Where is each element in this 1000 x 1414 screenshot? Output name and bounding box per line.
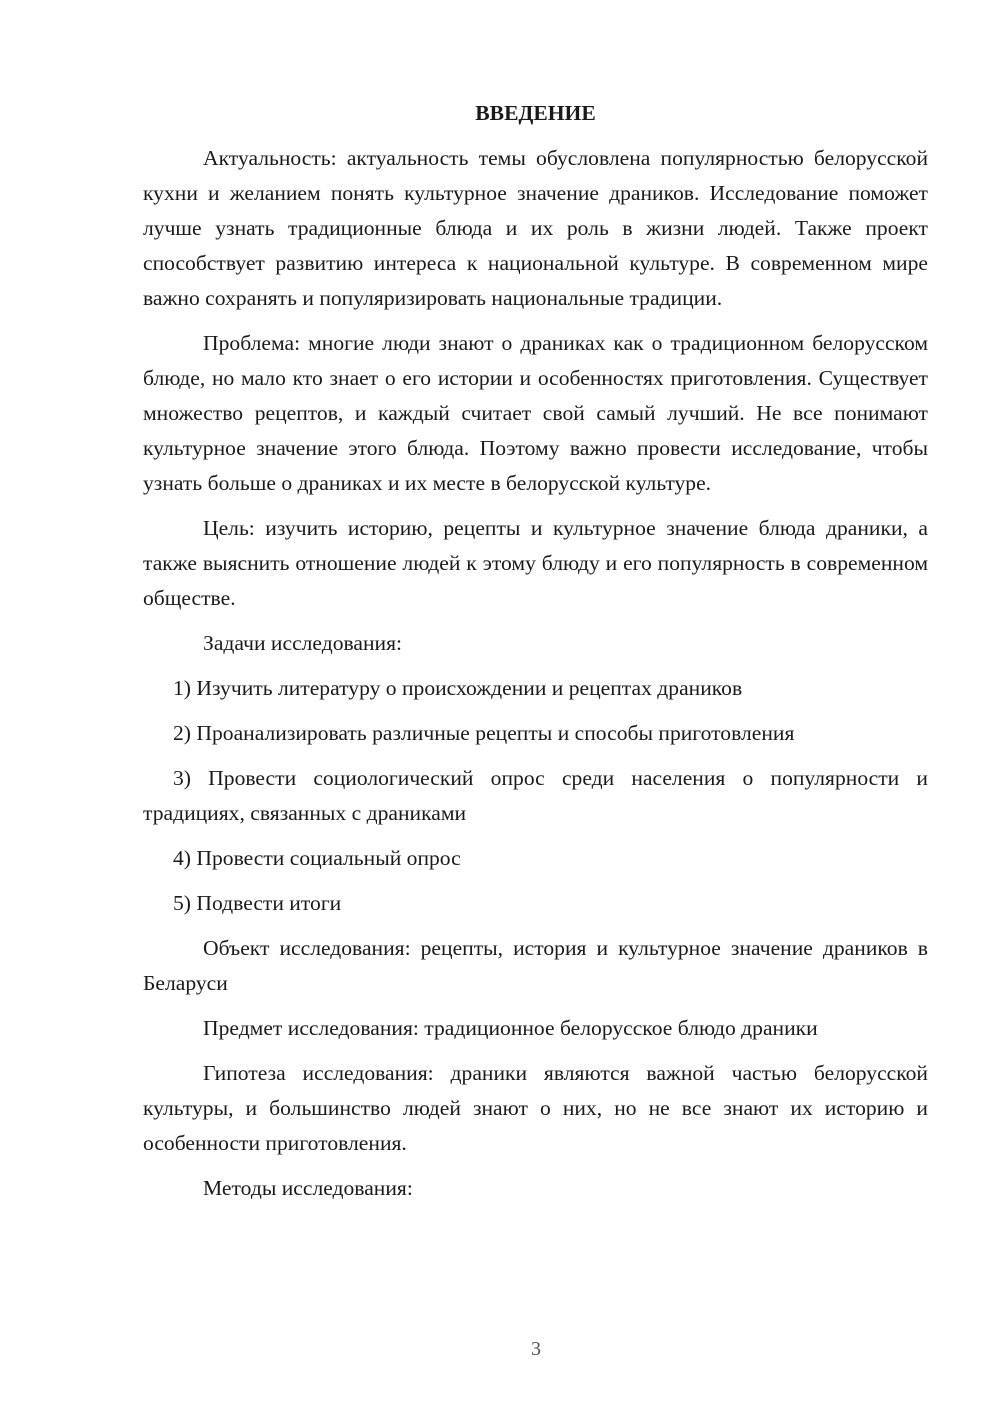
tasks-heading: Задачи исследования: [203, 631, 403, 655]
page-number: 3 [531, 1338, 541, 1360]
page-content [143, 96, 928, 1216]
task-item: 3) Провести социологический опрос среди населения о популярности и традициях, связанных с драниками [143, 766, 928, 825]
task-item: 4) Провести социальный опрос [173, 846, 461, 870]
methods-heading: Методы исследования: [203, 1176, 413, 1200]
section-title: ВВЕДЕНИЕ [475, 101, 596, 125]
task-item: 2) Проанализировать различные рецепты и способы приготовления [173, 721, 795, 745]
relevance-paragraph: Актуальность: актуальность темы обусловлена популярностью белорусской кухни и желанием понять культурное значение драников. Исследование поможет лучше узнать традиционные блюда и их роль в жизни людей. Также проект способствует развитию интереса к национальной культуре. В современном мире важно сохранять и популяризировать национальные традиции. [143, 146, 928, 310]
hypothesis-paragraph: Гипотеза исследования: драники являются важной частью белорусской культуры, и большинство людей знают о них, но не все знают их историю и особенности приготовления. [143, 1061, 928, 1155]
task-item: 1) Изучить литературу о происхождении и рецептах драников [173, 676, 743, 700]
subject-paragraph: Предмет исследования: традиционное белорусское блюдо драники [203, 1016, 818, 1040]
problem-paragraph: Проблема: многие люди знают о драниках как о традиционном белорусском блюде, но мало кто знает о его истории и особенностях приготовления. Существует множество рецептов, и каждый считает свой самый лучший. Не все понимают культурное значение этого блюда. Поэтому важно провести исследование, чтобы узнать больше о драниках и их месте в белорусской культуре. [143, 331, 928, 495]
task-item: 5) Подвести итоги [173, 891, 342, 915]
object-paragraph: Объект исследования: рецепты, история и культурное значение драников в Беларуси [143, 936, 928, 995]
goal-paragraph: Цель: изучить историю, рецепты и культурное значение блюда драники, а также выяснить отношение людей к этому блюду и его популярность в современном обществе. [143, 516, 928, 610]
